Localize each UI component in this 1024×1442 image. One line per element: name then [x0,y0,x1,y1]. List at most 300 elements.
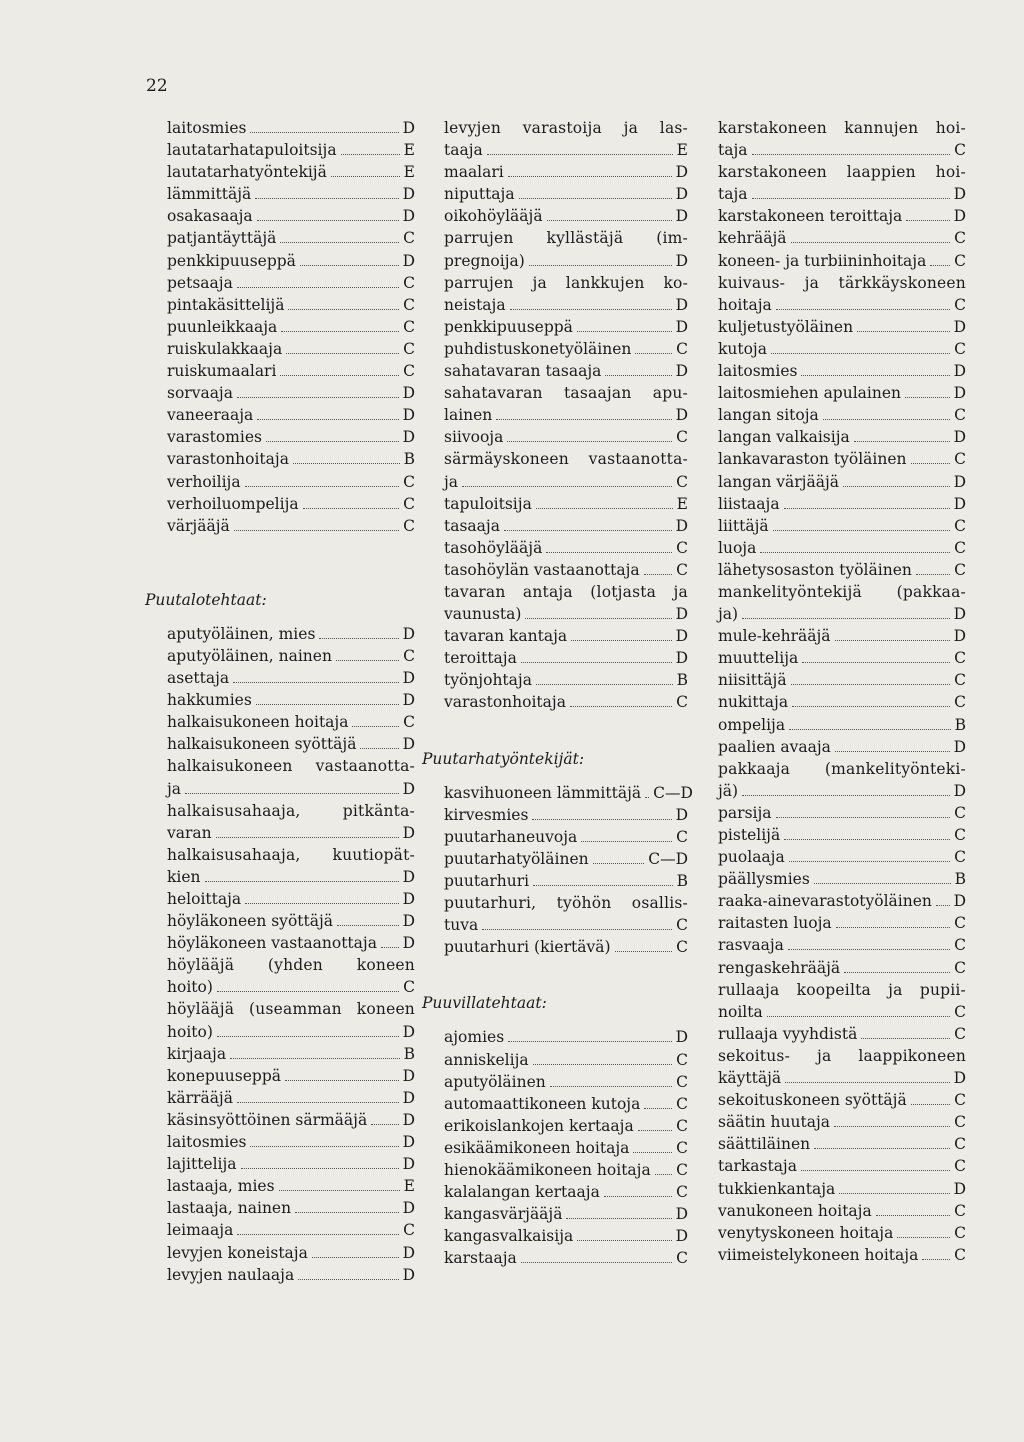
entry-name: ja [167,779,182,798]
list-item [167,117,415,139]
entry-code: C—D [653,783,693,802]
leader-dots [571,640,671,641]
list-item [718,382,966,404]
entry-name: neistaja [444,295,506,314]
entry-name: karstakoneen teroittaja [718,207,903,226]
leader-dots [255,198,398,199]
entry-name: sekoitus- ja laappikoneen [718,1046,966,1065]
leader-dots [861,1038,950,1039]
leader-dots [785,1082,949,1083]
entry-name: jä) [718,781,739,800]
list-item [444,1115,688,1137]
list-item [718,912,966,934]
leader-dots [280,242,399,243]
entry-code: C [954,516,966,535]
entry-name: liistaaja [718,494,780,513]
entry-name: kalalangan kertaaja [444,1183,600,1202]
list-item [444,272,688,294]
entry-name: kärrääjä [167,1088,233,1107]
entry-code: D [953,472,966,491]
leader-dots [508,1041,671,1042]
entry-code: C [954,251,966,270]
leader-dots [230,1058,400,1059]
list-item [444,1049,688,1071]
entry-name: laitosmies [718,362,798,381]
entry-name: konepuuseppä [167,1066,281,1085]
list-item [718,404,966,426]
entry-code: D [953,207,966,226]
entry-code: C [954,826,966,844]
list-item [718,669,966,691]
list-item [167,910,415,932]
entry-code: C [954,1201,966,1220]
list-item [167,1109,415,1131]
entry-code: D [402,1133,415,1152]
entry-name: nukittaja [718,693,789,712]
leader-dots [776,309,950,310]
leader-dots [638,1130,672,1131]
list-item [444,183,688,205]
list-item [167,1131,415,1153]
list-item [167,755,415,777]
entry-name: särmäyskoneen vastaanotta- [444,450,688,469]
entry-name: parrujen ja lankkujen ko- [444,273,688,292]
entry-name: rengaskehrääjä [718,958,841,977]
entry-code: C [954,693,966,712]
entry-name: lainen [444,406,493,425]
leader-dots [802,662,950,663]
leader-dots [257,419,398,420]
list-item [444,581,688,603]
entry-code: D [675,251,688,270]
leader-dots [237,397,399,398]
entry-code: D [402,1155,415,1174]
entry-code: B [954,715,966,734]
entry-code: C [676,339,688,358]
entry-code: C [954,671,966,690]
entry-name: mule-kehrääjä [718,627,831,646]
entry-name: värjääjä [167,516,230,535]
leader-dots [216,837,399,838]
entry-name: puutarhuri (kiertävä) [444,938,611,957]
leader-dots [217,991,399,992]
entry-name: esikäämikoneen hoitaja [444,1138,630,1157]
entry-name: ompelija [718,715,786,734]
entry-name: lankavaraston työläinen [718,450,907,469]
entry-code: C [676,938,688,957]
entry-name: tasohöylän vastaanottaja [444,560,640,579]
leader-dots [250,132,398,133]
entry-code: B [676,671,688,690]
list-item [444,360,688,382]
list-item [167,360,415,382]
entry-name: karstakoneen kannujen hoi- [718,119,966,137]
column-1 [145,117,415,1286]
entry-name: tukkienkantaja [718,1179,836,1198]
list-item [718,139,966,161]
entry-name: levyjen varastoija ja las- [444,119,688,137]
leader-dots [237,1102,399,1103]
entry-name: laitosmies [167,1133,247,1152]
entry-name: kien [167,867,201,886]
leader-dots [814,1148,950,1149]
entry-code: C [954,914,966,933]
list-item [444,691,688,713]
section-heading: Puutalotehtaat: [145,590,267,609]
entry-code: E [403,141,415,160]
list-item [444,515,688,537]
list-item [167,316,415,338]
list-block [444,117,688,714]
leader-dots [279,1190,400,1191]
list-item [444,1026,688,1048]
leader-dots [529,265,672,266]
entry-code: C [954,560,966,579]
list-item [444,227,688,249]
entry-code: D [402,934,415,953]
entry-code: C [676,538,688,557]
entry-name: höyläkoneen vastaanottaja [167,934,377,953]
leader-dots [897,1237,950,1238]
entry-name: käsinsyöttöinen särmääjä [167,1110,368,1129]
entry-code: C [403,516,415,535]
leader-dots [298,1279,398,1280]
list-item [718,117,966,139]
entry-code: C [954,450,966,469]
entry-name: laitosmiehen apulainen [718,384,902,403]
leader-dots [504,530,672,531]
entry-name: aputyöläinen, nainen [167,646,332,665]
entry-name: luoja [718,538,757,557]
entry-name: lajittelija [167,1155,237,1174]
entry-name: ja [444,472,459,491]
entry-name: patjantäyttäjä [167,229,277,248]
list-item [718,294,966,316]
list-item [167,623,415,645]
leader-dots [771,353,950,354]
column-3 [718,117,966,1266]
list-item [444,316,688,338]
leader-dots [487,154,673,155]
entry-code: D [953,627,966,646]
list-block [444,1026,688,1269]
leader-dots [256,704,399,705]
list-item [444,669,688,691]
list-item [718,957,966,979]
list-item [718,691,966,713]
entry-name: lastaaja, nainen [167,1199,292,1218]
entry-name: kangasvalkaisija [444,1227,574,1246]
entry-code: C [403,317,415,336]
entry-code: C [676,1072,688,1091]
leader-dots [360,748,398,749]
entry-name: karstaaja [444,1249,517,1268]
leader-dots [281,331,399,332]
list-item [718,1023,966,1045]
list-item [444,338,688,360]
leader-dots [371,1124,398,1125]
entry-code: D [953,494,966,513]
entry-code: C [676,1183,688,1202]
entry-code: E [676,141,688,160]
list-item [718,1133,966,1155]
leader-dots [519,198,672,199]
list-item [718,426,966,448]
page-number: 22 [146,76,168,96]
leader-dots [742,618,949,619]
entry-code: C [954,958,966,977]
list-item [718,846,966,868]
entry-code: C [676,560,688,579]
entry-name: venytyskoneen hoitaja [718,1223,894,1242]
entry-code: C [676,1116,688,1135]
list-item [167,778,415,800]
entry-name: parrujen kyllästäjä (im- [444,229,688,248]
entry-code: D [953,1179,966,1198]
entry-name: pregnoija) [444,251,525,270]
list-item [718,205,966,227]
entry-code: C [403,295,415,314]
entry-code: D [675,1227,688,1246]
entry-name: tavaran antaja (lotjasta ja [444,582,688,601]
leader-dots [245,486,400,487]
list-item [167,1065,415,1087]
entry-code: D [402,1199,415,1218]
list-item [444,848,688,870]
entry-name: varastonhoitaja [167,450,289,469]
list-item [718,890,966,912]
list-item [167,493,415,515]
entry-code: C [954,1024,966,1043]
leader-dots [834,1126,950,1127]
leader-dots [835,751,950,752]
entry-name: höyläkoneen syöttäjä [167,912,334,931]
entry-code: C [954,406,966,425]
entry-name: puolaaja [718,848,785,867]
entry-name: niputtaja [444,185,515,204]
list-item [718,1244,966,1266]
list-item [167,1197,415,1219]
list-item [444,870,688,892]
entry-name: kuljetustyöläinen [718,317,854,336]
entry-name: sahatavaran tasaajan apu- [444,384,688,403]
leader-dots [381,947,399,948]
entry-name: heloittaja [167,890,242,908]
entry-name: rasvaaja [718,936,784,955]
entry-code: D [675,627,688,646]
entry-name: halkaisusahaaja, kuutiopät- [167,845,415,864]
list-item [167,161,415,183]
leader-dots [767,1016,950,1017]
entry-code: C [676,1094,688,1113]
entry-code: D [402,1066,415,1085]
leader-dots [482,929,672,930]
entry-name: leimaaja [167,1221,234,1240]
leader-dots [791,242,951,243]
leader-dots [911,463,951,464]
entry-name: tuva [444,916,479,935]
leader-dots [507,441,672,442]
list-item [167,294,415,316]
entry-name: tasohöylääjä [444,538,543,557]
leader-dots [789,861,950,862]
list-item [167,471,415,493]
list-item [167,1175,415,1197]
entry-name: kirjaaja [167,1044,227,1063]
list-item [167,338,415,360]
entry-code: D [402,624,415,643]
list-item [718,758,966,780]
list-item [718,1200,966,1222]
entry-code: D [402,428,415,447]
entry-name: lämmittäjä [167,185,252,204]
entry-code: C [954,1157,966,1176]
entry-name: kehrääjä [718,229,787,248]
leader-dots [547,220,672,221]
leader-dots [784,508,950,509]
entry-code: D [402,669,415,688]
entry-code: D [675,1028,688,1047]
leader-dots [792,706,950,707]
list-item [718,360,966,382]
entry-code: C [676,916,688,935]
entry-code: D [953,384,966,403]
entry-name: varastonhoitaja [444,693,566,712]
entry-code: C [954,649,966,668]
entry-name: vaneeraaja [167,406,254,425]
list-item [167,183,415,205]
list-item [718,1178,966,1200]
list-item [167,426,415,448]
leader-dots [533,1064,672,1065]
entry-name: aputyöläinen, mies [167,624,316,643]
entry-name: hienokäämikoneen hoitaja [444,1161,651,1180]
entry-code: C [954,803,966,822]
leader-dots [916,574,950,575]
leader-dots [742,795,949,796]
entry-code: C [403,362,415,381]
leader-dots [566,1218,671,1219]
entry-name: tarkastaja [718,1157,797,1176]
list-item [718,316,966,338]
list-item [444,250,688,272]
entry-name: mankelityöntekijä (pakkaa- [718,582,966,601]
entry-name: koneen- ja turbiininhoitaja [718,251,927,270]
list-item [167,515,415,537]
entry-name: sorvaaja [167,384,233,403]
entry-name: petsaaja [167,273,233,292]
entry-code: D [402,867,415,886]
leader-dots [337,925,399,926]
list-item [718,1045,966,1067]
entry-name: pakkaaja (mankelityönteki- [718,759,966,778]
list-item [444,294,688,316]
leader-dots [241,1168,399,1169]
list-item [167,1242,415,1264]
leader-dots [791,684,951,685]
list-item [167,689,415,711]
entry-name: asettaja [167,669,230,688]
entry-code: C [403,646,415,665]
entry-code: D [675,207,688,226]
entry-name: taja [718,141,748,160]
entry-name: puutarhuri [444,872,530,890]
leader-dots [288,309,399,310]
leader-dots [234,530,399,531]
leader-dots [854,441,950,442]
leader-dots [533,885,673,886]
list-item [444,537,688,559]
entry-code: C [954,1002,966,1021]
list-item [444,1225,688,1247]
list-item [444,205,688,227]
list-item [167,1219,415,1241]
entry-name: langan valkaisija [718,428,850,447]
entry-code: C [954,229,966,248]
entry-name: päällysmies [718,870,810,889]
entry-name: varan [167,823,212,842]
entry-name: pintakäsittelijä [167,295,285,314]
list-item [167,998,415,1020]
leader-dots [760,552,950,553]
entry-code: D [953,737,966,756]
entry-code: E [676,494,688,513]
leader-dots [536,508,673,509]
list-block [718,117,966,1266]
entry-code: D [402,251,415,270]
entry-code: D [675,317,688,336]
entry-name: penkkipuuseppä [444,317,573,336]
list-item [444,382,688,404]
leader-dots [789,729,951,730]
entry-code: D [953,781,966,800]
leader-dots [570,706,672,707]
entry-name: automaattikoneen kutoja [444,1094,641,1113]
entry-code: D [402,207,415,226]
entry-name: rullaaja koopeilta ja pupii- [718,980,966,999]
list-item [718,1001,966,1023]
leader-dots [550,1086,672,1087]
entry-code: D [402,691,415,710]
entry-name: ja) [718,605,739,624]
entry-name: pistelijä [718,826,781,844]
leader-dots [577,331,672,332]
entry-code: C [954,1245,966,1264]
list-item [444,448,688,470]
list-item [444,892,688,914]
list-item [718,493,966,515]
entry-code: C [403,1221,415,1240]
list-item [167,822,415,844]
leader-dots [577,1240,671,1241]
entry-name: aputyöläinen [444,1072,546,1091]
entry-name: laitosmies [167,119,247,137]
list-item [718,227,966,249]
entry-code: C [676,827,688,846]
entry-code: C [403,494,415,513]
leader-dots [655,1174,672,1175]
entry-code: C [676,1050,688,1069]
list-item [718,471,966,493]
list-item [444,139,688,161]
list-item [167,139,415,161]
entry-code: C [954,1135,966,1154]
entry-name: raitasten luoja [718,914,832,933]
list-item [718,736,966,758]
list-item [718,183,966,205]
entry-name: anniskelija [444,1050,529,1069]
entry-code: D [953,605,966,624]
